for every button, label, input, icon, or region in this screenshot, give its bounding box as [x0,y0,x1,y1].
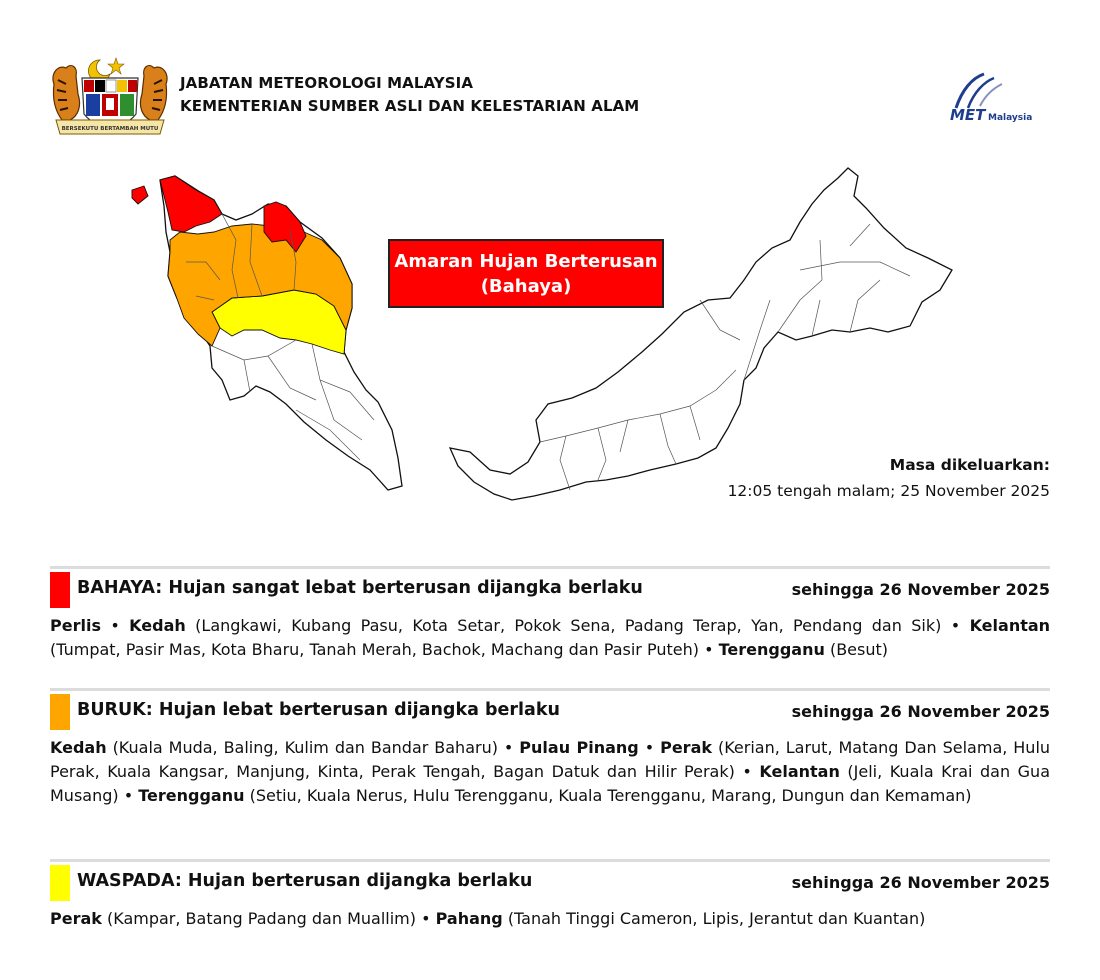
section-buruk [50,688,1050,808]
met-malaysia-logo [936,68,1056,124]
waspada-color-swatch [50,865,70,901]
section-areas: Perlis • Kedah (Langkawi, Kubang Pasu, Kota Setar, Pokok Sena, Padang Terap, Yan, Pendang dan Sik) • Kelantan (Tumpat, Pasir Mas, Kota Bharu, Tanah Merah, Bachok, Machang dan Pasir Puteh) • Terengganu (Besut) [50,616,1051,659]
district-list: (Kuala Muda, Baling, Kulim dan Bandar Baharu) [112,738,498,757]
district-list: (Tanah Tinggi Cameron, Lipis, Jerantut dan Kuantan) [507,909,926,928]
crest-motto: BERSEKUTU BERTAMBAH MUTU [61,126,159,132]
issued-value: 12:05 tengah malam; 25 November 2025 [727,482,1050,500]
district-list: (Kampar, Batang Padang dan Muallim) [107,909,416,928]
coat-of-arms-logo [48,54,172,138]
section-waspada [50,859,1050,931]
agency-line-1: JABATAN METEOROLOGI MALAYSIA [180,74,474,92]
section-until: sehingga 26 November 2025 [791,702,1050,721]
met-logo-subtext: Malaysia [988,113,1033,123]
state-name: Kedah [50,738,107,757]
section-until: sehingga 26 November 2025 [791,580,1050,599]
district-list: (Langkawi, Kubang Pasu, Kota Setar, Pokok Sena, Padang Terap, Yan, Pendang dan Sik) [195,616,942,635]
state-name: Perlis [50,616,101,635]
state-name: Kelantan [759,762,840,781]
section-title: BAHAYA: Hujan sangat lebat berterusan dijangka berlaku [77,578,643,598]
warning-title-line-2: (Bahaya) [480,275,572,297]
bahaya-color-swatch [50,572,70,608]
section-title: WASPADA: Hujan berterusan dijangka berlaku [77,871,533,891]
warning-title-box [388,239,664,308]
agency-name [180,72,639,118]
issued-label: Masa dikeluarkan: [889,456,1050,474]
state-name: Kedah [129,616,186,635]
state-name: Perak [660,738,712,757]
district-list: (Besut) [829,640,889,659]
langkawi-island [132,186,148,204]
section-until: sehingga 26 November 2025 [791,873,1050,892]
state-name: Pahang [435,909,503,928]
east-malaysia [450,168,952,500]
state-name: Kelantan [969,616,1051,635]
met-logo-text: MET [950,106,986,124]
agency-line-2: KEMENTERIAN SUMBER ASLI DAN KELESTARIAN ALAM [180,97,640,115]
section-areas: Kedah (Kuala Muda, Baling, Kulim dan Bandar Baharu) • Pulau Pinang • Perak (Kerian, Larut, Matang Dan Selama, Hulu Perak, Kuala Kangsar, Manjung, Kinta, Perak Tengah, Bagan Datuk dan Hilir Perak) • Kelantan (Jeli, Kuala Krai dan Gua Musang) • Terengganu (Setiu, Kuala Nerus, Hulu Terengganu, Kuala Terengganu, Marang, Dungun dan Kemaman) [50,738,1051,805]
section-title: BURUK: Hujan lebat berterusan dijangka berlaku [77,700,560,720]
warning-map [0,150,1100,530]
state-name: Terengganu [138,786,245,805]
state-name: Terengganu [718,640,825,659]
district-list: (Jeli, Kuala Krai dan Gua Musang) [50,762,1051,805]
warning-title-line-1: Amaran Hujan Berterusan [394,250,658,272]
state-name: Perak [50,909,102,928]
district-list: (Setiu, Kuala Nerus, Hulu Terengganu, Kuala Terengganu, Marang, Dungun dan Kemaman) [249,786,972,805]
issued-time [728,452,1050,504]
district-list: (Kerian, Larut, Matang Dan Selama, Hulu Perak, Kuala Kangsar, Manjung, Kinta, Perak Tengah, Bagan Datuk dan Hilir Perak) [50,738,1051,781]
section-bahaya [50,566,1050,662]
state-name: Pulau Pinang [519,738,639,757]
section-areas: Perak (Kampar, Batang Padang dan Muallim) • Pahang (Tanah Tinggi Cameron, Lipis, Jerantut dan Kuantan) [50,909,926,928]
district-list: (Tumpat, Pasir Mas, Kota Bharu, Tanah Merah, Bachok, Machang dan Pasir Puteh) [50,640,699,659]
buruk-color-swatch [50,694,70,730]
header [48,54,1058,144]
